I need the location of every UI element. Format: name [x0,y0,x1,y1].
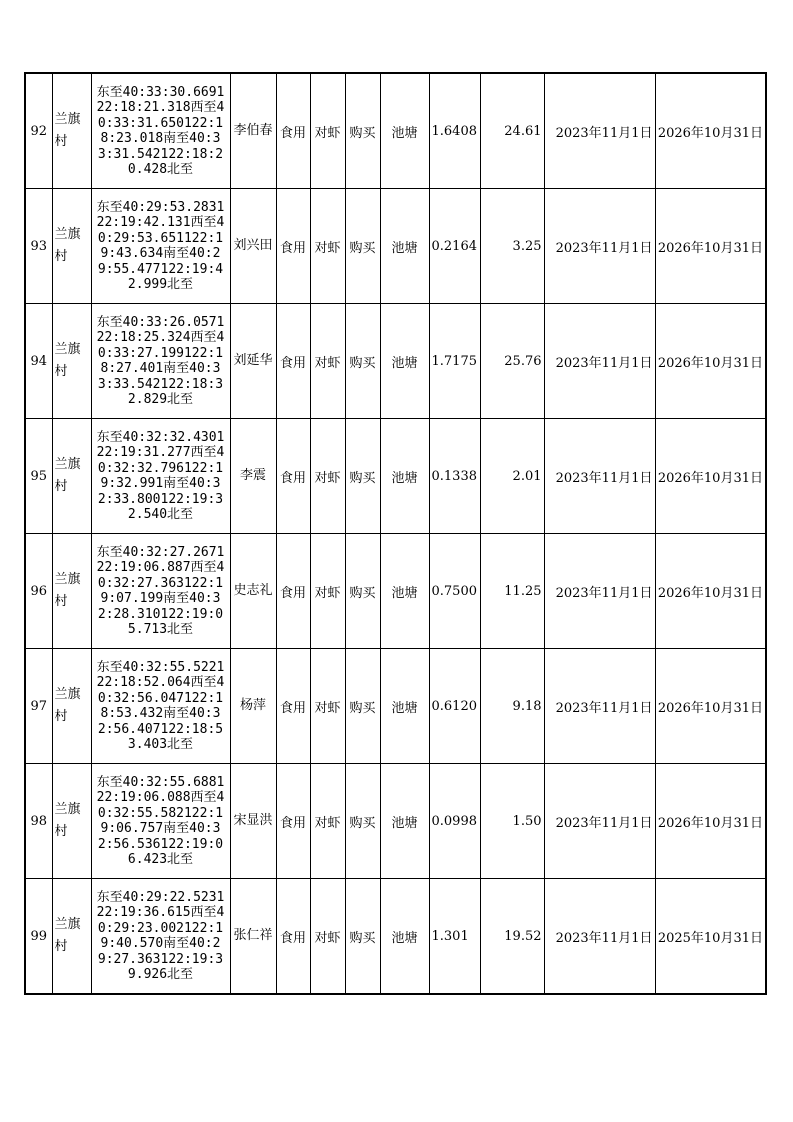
village-cell: 兰旗村 [52,73,91,189]
water-type-cell: 池塘 [380,419,429,534]
end-date-cell: 2026年10月31日 [655,764,766,879]
table-row [25,534,766,649]
end-date-cell: 2026年10月31日 [655,73,766,189]
holder-name-cell: 刘延华 [230,304,276,419]
village-cell: 兰旗村 [52,419,91,534]
row-number: 93 [25,189,52,304]
boundary-coordinates-cell: 东至40:33:26.057122:18:25.324西至40:33:27.199122:18:27.401南至40:33:33.542122:18:32.829北至 [91,304,230,419]
species-cell: 对虾 [310,534,345,649]
water-type-cell: 池塘 [380,764,429,879]
amount-cell: 24.61 [480,73,544,189]
table-row [25,649,766,764]
village-cell: 兰旗村 [52,764,91,879]
boundary-coordinates-cell: 东至40:32:55.522122:18:52.064西至40:32:56.047122:18:53.432南至40:32:56.407122:18:53.403北至 [91,649,230,764]
purpose-cell: 食用 [276,879,310,995]
boundary-coordinates-cell: 东至40:29:22.523122:19:36.615西至40:29:23.002122:19:40.570南至40:29:27.363122:19:39.926北至 [91,879,230,995]
purpose-cell: 食用 [276,649,310,764]
water-type-cell: 池塘 [380,73,429,189]
species-cell: 对虾 [310,304,345,419]
purpose-cell: 食用 [276,73,310,189]
end-date-cell: 2026年10月31日 [655,189,766,304]
area-cell: 1.6408 [429,73,480,189]
row-number: 94 [25,304,52,419]
end-date-cell: 2025年10月31日 [655,879,766,995]
start-date-cell: 2023年11月1日 [544,304,655,419]
amount-cell: 9.18 [480,649,544,764]
table-row [25,73,766,189]
boundary-coordinates-cell: 东至40:32:55.688122:19:06.088西至40:32:55.582122:19:06.757南至40:32:56.536122:19:06.423北至 [91,764,230,879]
amount-cell: 25.76 [480,304,544,419]
acquisition-cell: 购买 [345,879,380,995]
water-type-cell: 池塘 [380,189,429,304]
acquisition-cell: 购买 [345,189,380,304]
holder-name-cell: 张仁祥 [230,879,276,995]
start-date-cell: 2023年11月1日 [544,534,655,649]
table-body [25,73,766,994]
row-number: 92 [25,73,52,189]
village-cell: 兰旗村 [52,304,91,419]
table-row [25,764,766,879]
village-cell: 兰旗村 [52,879,91,995]
acquisition-cell: 购买 [345,534,380,649]
purpose-cell: 食用 [276,534,310,649]
boundary-coordinates-cell: 东至40:33:30.669122:18:21.318西至40:33:31.650122:18:23.018南至40:33:31.542122:18:20.428北至 [91,73,230,189]
species-cell: 对虾 [310,764,345,879]
boundary-coordinates-cell: 东至40:29:53.283122:19:42.131西至40:29:53.651122:19:43.634南至40:29:55.477122:19:42.999北至 [91,189,230,304]
area-cell: 0.7500 [429,534,480,649]
row-number: 95 [25,419,52,534]
village-cell: 兰旗村 [52,189,91,304]
species-cell: 对虾 [310,189,345,304]
species-cell: 对虾 [310,419,345,534]
table-row [25,304,766,419]
start-date-cell: 2023年11月1日 [544,189,655,304]
acquisition-cell: 购买 [345,764,380,879]
end-date-cell: 2026年10月31日 [655,304,766,419]
end-date-cell: 2026年10月31日 [655,534,766,649]
village-cell: 兰旗村 [52,649,91,764]
holder-name-cell: 李伯春 [230,73,276,189]
purpose-cell: 食用 [276,764,310,879]
area-cell: 0.1338 [429,419,480,534]
water-type-cell: 池塘 [380,304,429,419]
table-row [25,419,766,534]
start-date-cell: 2023年11月1日 [544,73,655,189]
start-date-cell: 2023年11月1日 [544,649,655,764]
area-cell: 0.2164 [429,189,480,304]
area-cell: 1.7175 [429,304,480,419]
acquisition-cell: 购买 [345,73,380,189]
boundary-coordinates-cell: 东至40:32:27.267122:19:06.887西至40:32:27.363122:19:07.199南至40:32:28.310122:19:05.713北至 [91,534,230,649]
amount-cell: 3.25 [480,189,544,304]
row-number: 99 [25,879,52,995]
holder-name-cell: 杨萍 [230,649,276,764]
water-type-cell: 池塘 [380,534,429,649]
start-date-cell: 2023年11月1日 [544,879,655,995]
row-number: 97 [25,649,52,764]
amount-cell: 1.50 [480,764,544,879]
holder-name-cell: 刘兴田 [230,189,276,304]
acquisition-cell: 购买 [345,419,380,534]
purpose-cell: 食用 [276,304,310,419]
start-date-cell: 2023年11月1日 [544,764,655,879]
area-cell: 0.0998 [429,764,480,879]
holder-name-cell: 宋显洪 [230,764,276,879]
amount-cell: 2.01 [480,419,544,534]
purpose-cell: 食用 [276,189,310,304]
area-cell: 1.301 [429,879,480,995]
purpose-cell: 食用 [276,419,310,534]
acquisition-cell: 购买 [345,649,380,764]
holder-name-cell: 李震 [230,419,276,534]
water-type-cell: 池塘 [380,649,429,764]
holder-name-cell: 史志礼 [230,534,276,649]
amount-cell: 19.52 [480,879,544,995]
village-cell: 兰旗村 [52,534,91,649]
table-row [25,189,766,304]
table-row [25,879,766,995]
species-cell: 对虾 [310,649,345,764]
amount-cell: 11.25 [480,534,544,649]
water-type-cell: 池塘 [380,879,429,995]
boundary-coordinates-cell: 东至40:32:32.430122:19:31.277西至40:32:32.796122:19:32.991南至40:32:33.800122:19:32.540北至 [91,419,230,534]
species-cell: 对虾 [310,879,345,995]
row-number: 96 [25,534,52,649]
end-date-cell: 2026年10月31日 [655,419,766,534]
acquisition-cell: 购买 [345,304,380,419]
start-date-cell: 2023年11月1日 [544,419,655,534]
species-cell: 对虾 [310,73,345,189]
row-number: 98 [25,764,52,879]
end-date-cell: 2026年10月31日 [655,649,766,764]
license-table [24,72,767,995]
area-cell: 0.6120 [429,649,480,764]
